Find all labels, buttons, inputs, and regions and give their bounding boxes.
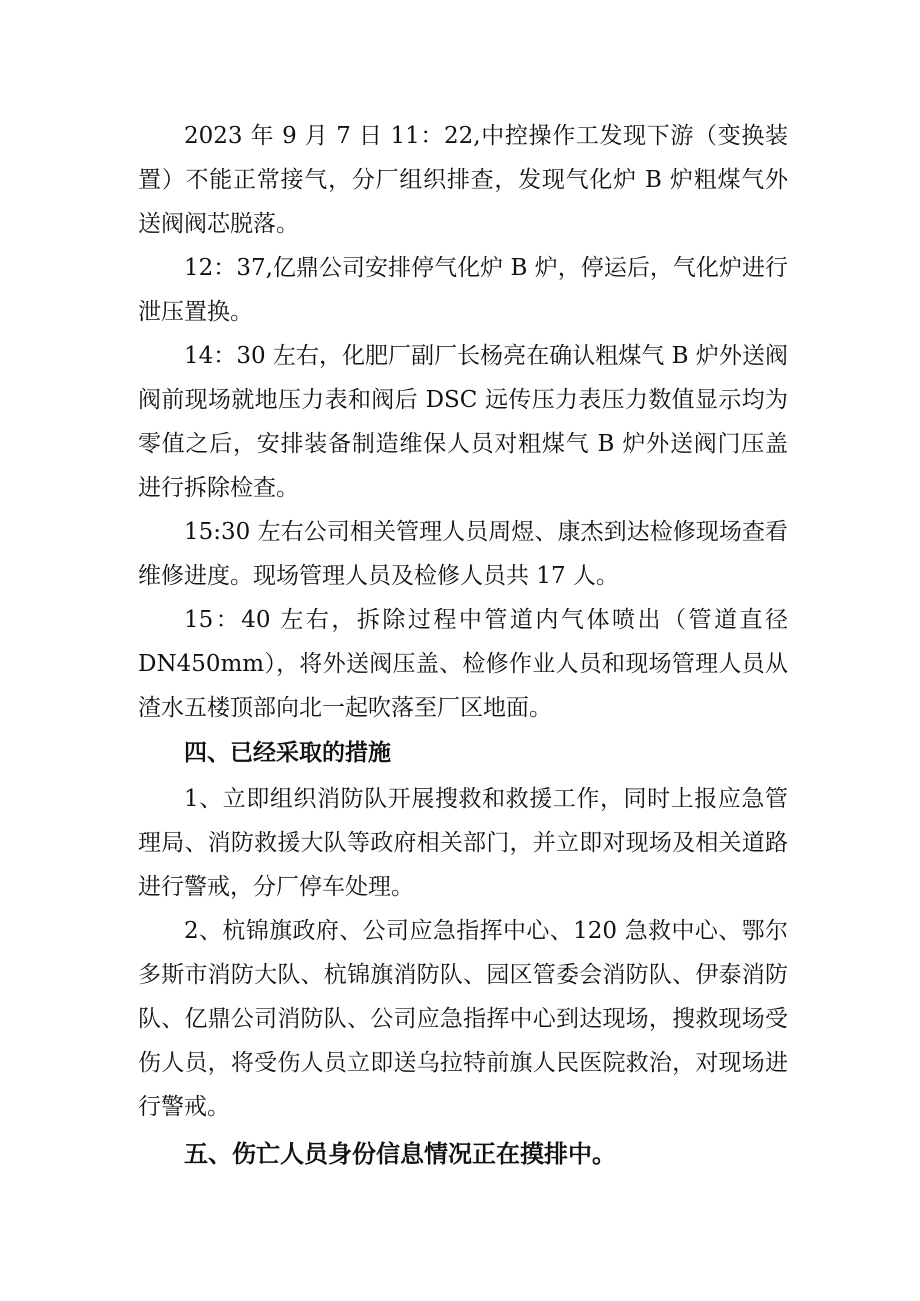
section-heading-casualties: 五、伤亡人员身份信息情况正在摸排中。 bbox=[184, 1140, 616, 1168]
paragraph-measure-1: 1、立即组织消防队开展搜救和救援工作，同时上报应急管理局、消防救援大队等政府相关部门，并立即对现场及相关道路进行警戒，分厂停车处理。 bbox=[138, 786, 788, 900]
document-body bbox=[138, 114, 788, 1179]
section-heading-measures: 四、已经采取的措施 bbox=[184, 740, 391, 766]
paragraph-timeline-1530: 15:30 左右公司相关管理人员周煜、康杰到达检修现场查看维修进度。现场管理人员及检修人员共 17 人。 bbox=[138, 519, 788, 589]
paragraph-timeline-1540: 15：40 左右，拆除过程中管道内气体喷出（管道直径 DN450mm），将外送阀压盖、检修作业人员和现场管理人员从渣水五楼顶部向北一起吹落至厂区地面。 bbox=[138, 607, 788, 721]
paragraph-timeline-1122: 2023 年 9 月 7 日 11：22,中控操作工发现下游（变换装置）不能正常接气，分厂组织排查，发现气化炉 B 炉粗煤气外送阀阀芯脱落。 bbox=[138, 123, 788, 237]
paragraph-timeline-1430: 14：30 左右，化肥厂副厂长杨亮在确认粗煤气 B 炉外送阀阀前现场就地压力表和阀后 DSC 远传压力表压力数值显示均为零值之后，安排装备制造维保人员对粗煤气 B 炉外送阀门压盖进行拆除检查。 bbox=[138, 343, 788, 501]
paragraph-measure-2: 2、杭锦旗政府、公司应急指挥中心、120 急救中心、鄂尔多斯市消防大队、杭锦旗消防队、园区管委会消防队、伊泰消防队、亿鼎公司消防队、公司应急指挥中心到达现场，搜救现场受伤人员，将受伤人员立即送乌拉特前旗人民医院救治，对现场进行警戒。 bbox=[138, 918, 788, 1120]
paragraph-timeline-1237: 12：37,亿鼎公司安排停气化炉 B 炉，停运后，气化炉进行泄压置换。 bbox=[138, 255, 788, 325]
